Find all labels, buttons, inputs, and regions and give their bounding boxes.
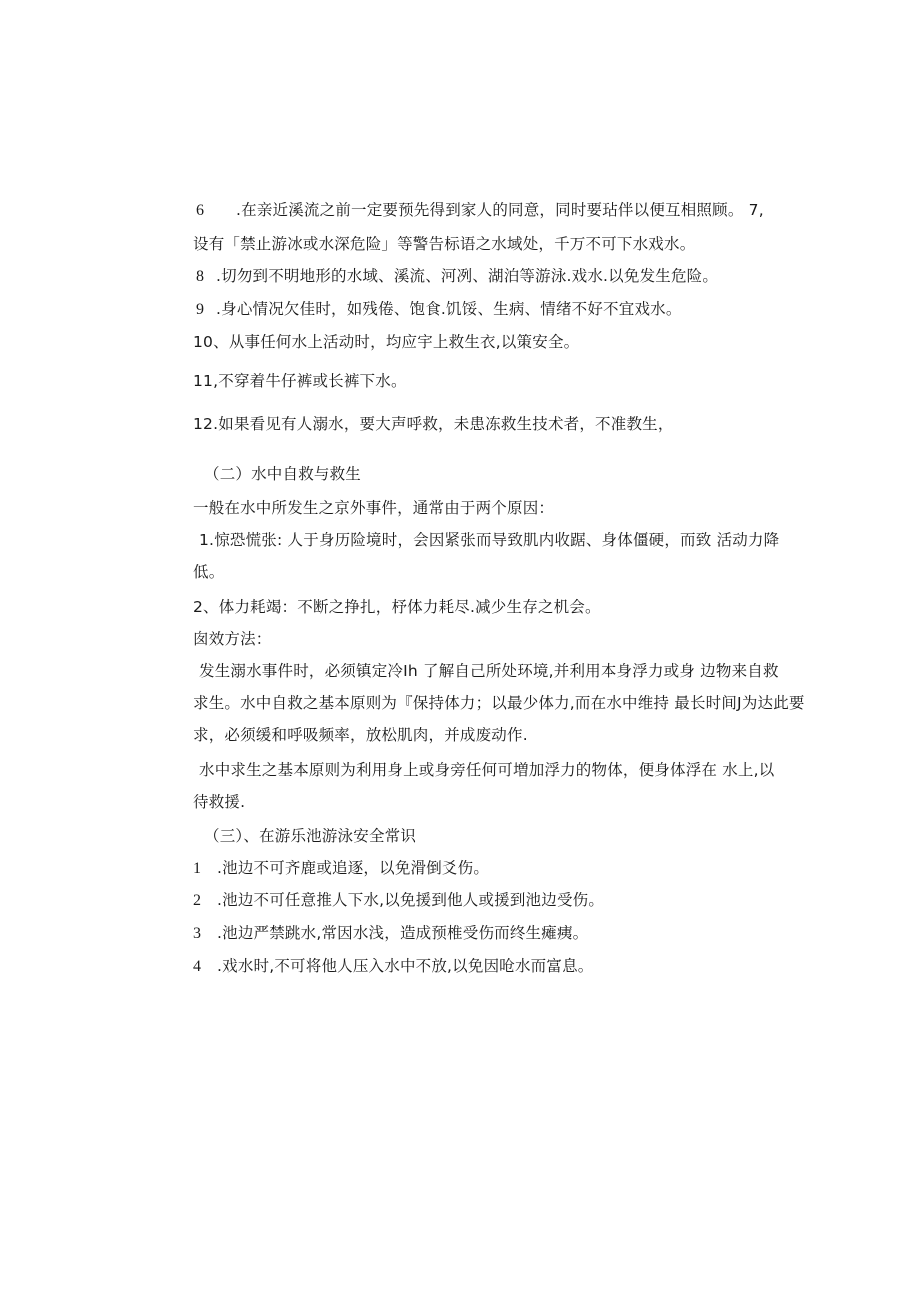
pool-rule-4-number: 4: [193, 958, 202, 975]
pool-rule-4: [193, 955, 593, 978]
method-label: 囱效方法：: [193, 630, 272, 648]
rule-6-number: 6: [196, 202, 205, 219]
rule-9-number: 9: [196, 301, 205, 318]
pool-rule-2: [193, 889, 604, 912]
pool-rule-1-number: 1: [193, 860, 202, 877]
rule-9-text: .身心情况欠佳时，如残倦、饱食.饥馁、生病、情绪不好不宜戏水。: [216, 300, 682, 318]
pool-rule-3-number: 3: [193, 925, 202, 942]
self-rescue-para-line-2: 求生。水中自救之基本原则为『保持体力；以最少体力,而在水中维持 最长时间J为达此要: [193, 694, 805, 712]
pool-rule-2-text: .池边不可任意推人下水,以免援到他人或援到池边受伤。: [217, 891, 605, 909]
rule-8: [196, 265, 718, 288]
section-2-heading: （二）水中自救与救生: [204, 465, 362, 483]
rule-6: [196, 199, 764, 222]
survival-para-line-1: 水中求生之基本原则为利用身上或身旁任何可増加浮力的物体，便身体浮在 水上,以: [199, 761, 775, 779]
cause-1-line-1: 1.惊恐慌张: 人于身历险境时，会因紧张而导致肌内收踞、身体僵硬，而致 活动力降: [199, 531, 780, 549]
rule-10: 10、从事任何水上活动时，均应宇上救生衣,以策安全。: [193, 333, 580, 351]
rule-8-text: .切勿到不明地形的水域、溪流、河冽、湖泊等游泳.戏水.以免发生危险。: [216, 267, 719, 285]
pool-rule-2-number: 2: [193, 892, 202, 909]
pool-rule-3: [193, 922, 588, 945]
rule-6-text: .在亲近溪流之前一定要预先得到家人的同意，同时要玷伴以便互相照顾。 7,: [236, 201, 764, 219]
rule-12: 12.如果看见有人溺水，要大声呼救，未患冻救生技术者，不准教生，: [193, 415, 674, 433]
pool-rule-4-text: .戏水时,不可将他人压入水中不放,以免因呛水而富息。: [217, 957, 594, 975]
survival-para-line-2: 待救援.: [193, 793, 246, 811]
pool-rule-1-text: .池边不可齐鹿或追逐，以免滑倒爻伤。: [217, 859, 490, 877]
rule-8-number: 8: [196, 268, 205, 285]
section-2-intro: 一般在水中所发生之京外事件，通常由于两个原因：: [193, 499, 555, 517]
rule-7-text: 设有「禁止游冰或水深危险」等警告标语之水域处，千万不可下水戏水。: [193, 235, 696, 253]
cause-2: 2、体力耗竭：不断之挣扎，杼体力耗尽.减少生存之机会。: [193, 598, 601, 616]
section-3-heading: （三）、在游乐池游泳安全常识: [204, 827, 417, 845]
pool-rule-1: [193, 857, 489, 880]
rule-9: [196, 298, 682, 321]
self-rescue-para-line-1: 发生溺水事件时，必须镇定冷Ih 了解自己所处环境,并利用本身浮力或身 边物来自救: [199, 662, 779, 680]
pool-rule-3-text: .池边严禁跳水,常因水浅，造成预椎受伤而终生瘫痍。: [217, 924, 589, 942]
self-rescue-para-line-3: 求，必须缓和呼吸频率，放松肌肉，并成废动作.: [193, 726, 528, 744]
rule-11: 11,不穿着牛仔裤或长裤下水。: [193, 372, 407, 390]
cause-1-line-2: 低。: [193, 563, 225, 581]
